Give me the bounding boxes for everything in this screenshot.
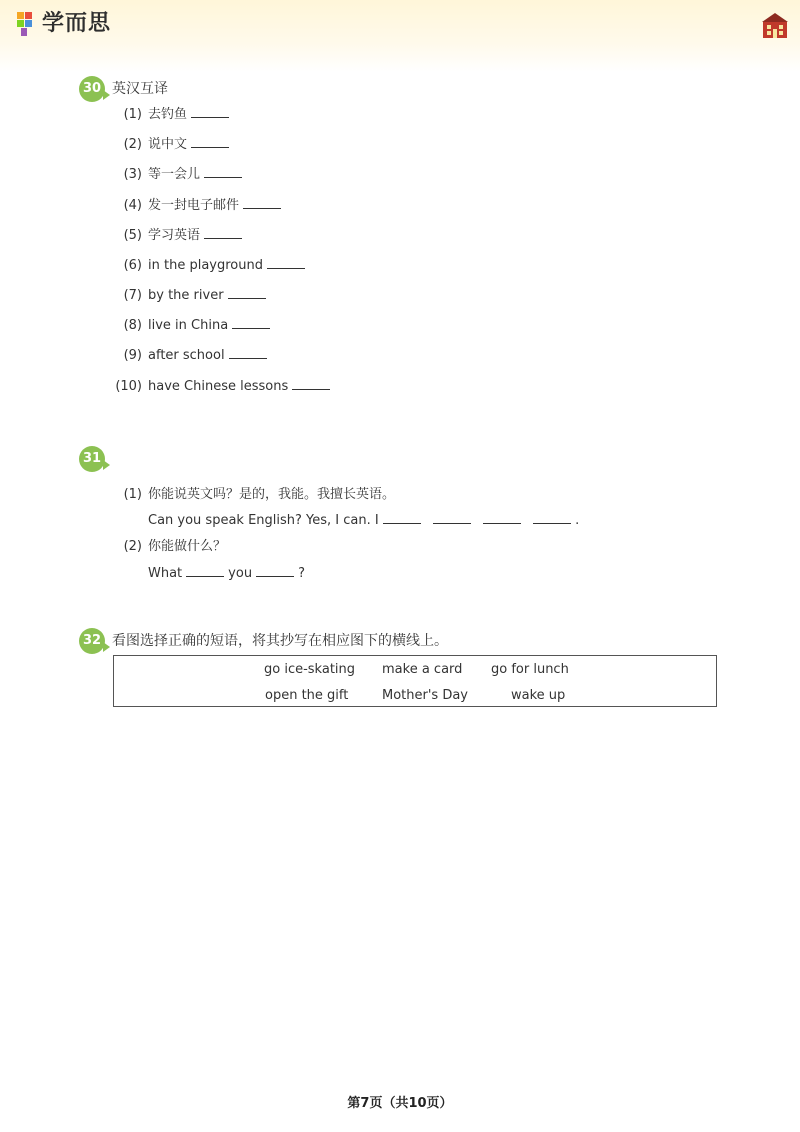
school-building-icon	[760, 10, 790, 40]
answer-blank[interactable]	[191, 135, 229, 148]
item-text: What	[148, 566, 183, 581]
question-number-32: 32	[79, 628, 105, 654]
answer-blank[interactable]	[191, 105, 229, 118]
question-number-31: 31	[79, 446, 105, 472]
item-text: after school	[148, 348, 225, 363]
q30-item-10	[112, 377, 330, 397]
q30-item-8	[112, 316, 270, 336]
item-number: (3)	[123, 167, 142, 182]
answer-blank[interactable]	[292, 377, 330, 390]
word-bank-item: go ice-skating	[264, 662, 356, 677]
answer-blank[interactable]	[483, 511, 521, 524]
item-text: 等一会儿	[148, 167, 201, 182]
item-text: have Chinese lessons	[148, 379, 289, 394]
q31-item-1-chinese	[112, 485, 395, 505]
answer-blank[interactable]	[383, 511, 421, 524]
q31-item-2-chinese	[112, 537, 226, 557]
item-text: Can you speak English? Yes, I can. I	[148, 513, 379, 528]
question-30-title: 英汉互译	[112, 81, 168, 97]
q30-item-6	[112, 256, 305, 276]
word-bank-item: open the gift	[265, 688, 349, 703]
item-text: 说中文	[148, 137, 188, 152]
word-bank-item: wake up	[511, 688, 566, 703]
q31-item-2-english	[148, 564, 305, 584]
q30-item-4	[112, 196, 281, 216]
page-header	[0, 0, 800, 72]
item-text: live in China	[148, 318, 229, 333]
item-text: by the river	[148, 288, 224, 303]
q30-item-7	[112, 286, 266, 306]
answer-blank[interactable]	[232, 316, 270, 329]
item-number: (1)	[123, 487, 142, 502]
q30-item-3	[112, 165, 242, 185]
item-number: (8)	[123, 318, 142, 333]
answer-blank[interactable]	[229, 346, 267, 359]
word-bank-item: Mother's Day	[382, 688, 468, 703]
answer-blank[interactable]	[186, 564, 224, 577]
item-text: 你能做什么？	[148, 539, 227, 554]
question-32-title: 看图选择正确的短语，将其抄写在相应图下的横线上。	[112, 633, 448, 649]
q30-item-1	[112, 105, 229, 125]
sentence-end: .	[575, 513, 580, 528]
answer-blank[interactable]	[204, 226, 242, 239]
word-bank-item: go for lunch	[491, 662, 569, 677]
item-text: 发一封电子邮件	[148, 198, 240, 213]
answer-blank[interactable]	[433, 511, 471, 524]
item-number: (2)	[123, 137, 142, 152]
page-number: 第7页（共10页）	[347, 1096, 453, 1111]
word-bank-item: make a card	[382, 662, 463, 677]
question-number-30: 30	[79, 76, 105, 102]
item-number: (10)	[115, 379, 142, 394]
sentence-end: ?	[298, 566, 305, 581]
q30-item-9	[112, 346, 267, 366]
answer-blank[interactable]	[533, 511, 571, 524]
item-number: (9)	[123, 348, 142, 363]
q31-item-1-english	[148, 511, 579, 531]
q30-item-2	[112, 135, 229, 155]
item-number: (2)	[123, 539, 142, 554]
item-text: 学习英语	[148, 228, 201, 243]
item-number: (7)	[123, 288, 142, 303]
word-bank-box	[113, 655, 717, 707]
answer-blank[interactable]	[267, 256, 305, 269]
brand-mark-icon	[14, 10, 38, 38]
answer-blank[interactable]	[228, 286, 266, 299]
answer-blank[interactable]	[243, 196, 281, 209]
answer-blank[interactable]	[204, 165, 242, 178]
item-number: (1)	[123, 107, 142, 122]
q30-item-5	[112, 226, 242, 246]
item-text: you	[228, 566, 253, 581]
item-text: 去钓鱼	[148, 107, 188, 122]
answer-blank[interactable]	[256, 564, 294, 577]
item-text: in the playground	[148, 258, 263, 273]
item-text: 你能说英文吗？是的，我能。我擅长英语。	[148, 487, 396, 502]
item-number: (6)	[123, 258, 142, 273]
item-number: (5)	[123, 228, 142, 243]
brand-name: 学而思	[42, 11, 112, 36]
item-number: (4)	[123, 198, 142, 213]
